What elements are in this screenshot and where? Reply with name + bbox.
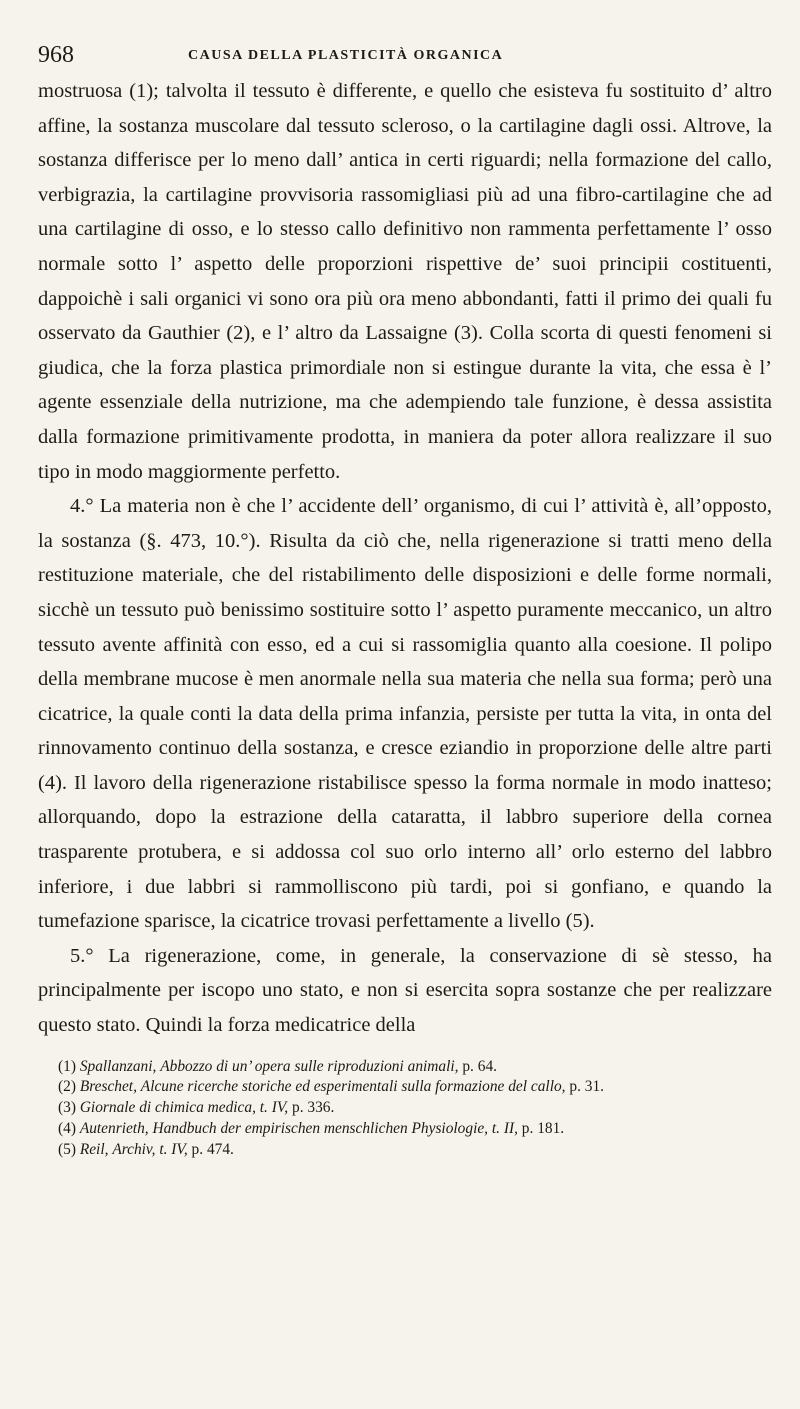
footnote-author: Reil, <box>79 1140 109 1158</box>
footnote-mark: (3) <box>58 1099 76 1117</box>
page-number: 968 <box>38 42 74 68</box>
paragraph-point-4: 4.° La materia non è che l’ accidente dell’ organismo, di cui l’ attività è, all’opposto, la sostanza (§. 473, 10.°). Risulta da ciò che, nella rigenerazione si tratti meno della restituzione materiale, che del ristabilimento delle disposizioni e delle forme normali, sicchè un tessuto può benissimo sostituire sotto l’ aspetto puramente meccanico, un altro tessuto avente affinità con esso, ed a cui si rassomiglia quanto alla coesione. Il polipo della membrane mucose è men anormale nella sua materia che nella sua forma; però una cicatrice, la quale conti la data della prima infanzia, persiste per tutta la vita, in onta del rinnovamento continuo della sostanza, e cresce eziandio in proporzione delle altre parti (4). Il lavoro della rigenerazione ristabilisce spesso la forma normale in modo inatteso; allorquando, dopo la estrazione della cataratta, il labbro superiore della cornea trasparente protubera, e si addossa col suo orlo interno all’ orlo esterno del labbro inferiore, i due labbri si rammolliscono più tardi, poi si gonfiano, e quando la tumefazione sparisce, la cicatrice trovasi perfettamente a livello (5). <box>38 495 772 933</box>
footnotes <box>38 1057 772 1161</box>
paragraph-point-5: 5.° La rigenerazione, come, in generale, la conservazione di sè stesso, ha principalmente per iscopo uno stato, e non si esercita sopra sostanze che per realizzare questo stato. Quindi la forza medicatrice della <box>38 944 772 1037</box>
footnote-mark: (2) <box>58 1078 76 1096</box>
footnote-title: Abbozzo di un’ opera sulle riproduzioni animali, <box>160 1057 459 1075</box>
footnote <box>38 1140 772 1161</box>
footnote <box>38 1119 772 1140</box>
footnote-ref: p. 336. <box>292 1099 335 1117</box>
book-page <box>38 38 772 1161</box>
footnote-ref: p. 31. <box>569 1078 605 1096</box>
body-text <box>38 74 772 1043</box>
footnote-author: Spallanzani, <box>79 1057 157 1075</box>
footnote-ref: p. 181. <box>521 1120 565 1138</box>
footnote-mark: (5) <box>58 1140 76 1158</box>
footnote <box>38 1057 772 1078</box>
footnote-author: Autenrieth, <box>79 1120 149 1138</box>
running-head: CAUSA DELLA PLASTICITÀ ORGANICA <box>188 48 504 63</box>
footnote-title: Archiv, t. IV, <box>112 1140 188 1158</box>
footnote-title: Alcune ricerche storiche ed esperimentali sulla formazione del callo, <box>140 1078 566 1096</box>
paragraph-continuation: mostruosa (1); talvolta il tessuto è differente, e quello che esisteva fu sostituito d’ altro affine, la sostanza muscolare dal tessuto scleroso, o la cartilagine dagli ossi. Altrove, la sostanza differisce per lo meno dall’ antica in certi riguardi; nella formazione del callo, verbigrazia, la cartilagine provvisoria rassomigliasi più ad una fibro-cartilagine che ad una cartilagine di osso, e lo stesso callo definitivo non rammenta perfettamente l’ osso normale sotto l’ aspetto delle proporzioni rispettive de’ suoi principii costituenti, dappoichè i sali organici vi sono ora più ora meno abbondanti, fatti il primo dei quali fu osservato da Gauthier (2), e l’ altro da Lassaigne (3). Colla scorta di questi fenomeni si giudica, che la forza plastica primordiale non si estingue durante la vita, che essa è l’ agente essenziale della nutrizione, ma che adempiendo tale funzione, è dessa assistita dalla formazione primitivamente prodotta, in maniera da poter allora realizzare il suo tipo in modo maggiormente perfetto. <box>38 80 772 483</box>
page-header <box>38 38 772 74</box>
footnote <box>38 1077 772 1098</box>
footnote-ref: p. 64. <box>462 1057 497 1075</box>
footnote-title: Handbuch der empirischen menschlichen Physiologie, t. II, <box>152 1120 518 1138</box>
footnote-author: Breschet, <box>79 1078 137 1096</box>
footnote-title: t. IV, <box>259 1099 289 1117</box>
footnote-mark: (1) <box>58 1057 76 1075</box>
footnote-author: Giornale di chimica medica, <box>79 1099 256 1117</box>
footnote-ref: p. 474. <box>191 1140 234 1158</box>
footnote <box>38 1098 772 1119</box>
footnote-mark: (4) <box>58 1120 76 1138</box>
